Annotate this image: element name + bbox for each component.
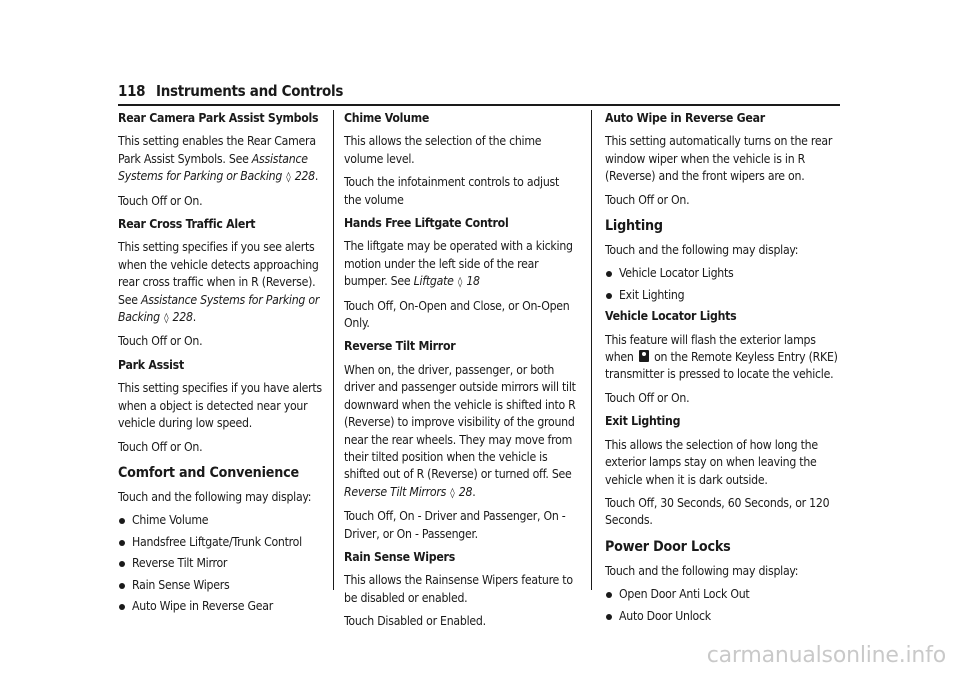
list-power-door-locks <box>605 586 841 625</box>
page-ref-icon: ◊ <box>450 487 455 499</box>
heading-reverse-tilt: Reverse Tilt Mirror <box>344 339 456 354</box>
list-item: Exit Lighting <box>605 287 841 304</box>
page-header <box>118 80 840 106</box>
options-reverse-tilt: Touch Off, On - Driver and Passenger, On - Driver, or On - Passenger. <box>344 509 566 541</box>
heading-rain-sense: Rain Sense Wipers <box>344 549 455 564</box>
watermark: carmanualsonline.info <box>706 643 946 668</box>
heading-lighting: Lighting <box>605 218 663 235</box>
paragraph-rain-sense: This allows the Rainsense Wipers feature to be disabled or enabled. <box>344 573 573 605</box>
heading-exit-lighting: Exit Lighting <box>605 414 681 429</box>
options-vehicle-locator: Touch Off or On. <box>605 390 690 405</box>
list-item: Reverse Tilt Mirror <box>118 555 324 572</box>
paragraph-rear-cross: This setting specifies if you see alerts when the vehicle detects approaching rear cross traffic when in R (Reverse). See Assistance Systems for Parking or Backing ◊ 228. <box>118 240 320 325</box>
column-divider-2 <box>591 110 592 590</box>
column-3 <box>605 110 841 629</box>
heading-power-door-locks: Power Door Locks <box>605 538 731 555</box>
page-ref-icon: ◊ <box>286 172 291 184</box>
column-2 <box>344 110 576 637</box>
link-reverse-tilt[interactable]: Reverse Tilt Mirrors ◊ 28 <box>344 484 473 499</box>
options-rear-cross: Touch Off or On. <box>118 334 203 349</box>
list-comfort <box>118 512 324 615</box>
bullet-icon <box>606 592 612 598</box>
list-item: Auto Door Unlock <box>605 608 841 625</box>
paragraph-park-assist: This setting specifies if you have alerts when a object is detected near your vehicle during low speed. <box>118 381 322 431</box>
options-auto-wipe: Touch Off or On. <box>605 192 690 207</box>
heading-auto-wipe: Auto Wipe in Reverse Gear <box>605 111 765 125</box>
heading-rear-camera: Rear Camera Park Assist Symbols <box>118 111 319 125</box>
list-item: Handsfree Liftgate/Trunk Control <box>118 534 324 551</box>
link-liftgate[interactable]: Liftgate ◊ 18 <box>413 274 480 289</box>
paragraph-chime: This allows the selection of the chime volume level. <box>344 134 542 166</box>
heading-liftgate: Hands Free Liftgate Control <box>344 216 509 231</box>
paragraph-exit-lighting: This allows the selection of how long the exterior lamps stay on when leaving the vehicle when it is dark outside. <box>605 437 818 487</box>
paragraph-liftgate: The liftgate may be operated with a kicking motion under the left side of the rear bumper. See Liftgate ◊ 18 <box>344 239 573 289</box>
list-item: Vehicle Locator Lights <box>605 265 841 282</box>
options-rain-sense: Touch Disabled or Enabled. <box>344 614 486 629</box>
heading-park-assist: Park Assist <box>118 357 184 372</box>
bullet-icon <box>606 614 612 620</box>
intro-comfort: Touch and the following may display: <box>118 489 312 504</box>
list-item: Chime Volume <box>118 512 324 529</box>
page-ref-icon: ◊ <box>164 313 169 325</box>
paragraph-reverse-tilt: When on, the driver, passenger, or both driver and passenger outside mirrors will tilt downward when the vehicle is shifted into R (Reverse) to improve visibility of the ground near the rear wheels. They may move from their tilted position when the vehicle is shifted out of R (Reverse) or turned off. See Reverse Tilt Mirrors ◊ 28. <box>344 362 576 499</box>
bullet-icon <box>119 540 125 546</box>
heading-comfort-convenience: Comfort and Convenience <box>118 464 299 481</box>
paragraph-rear-camera: This setting enables the Rear Camera Park Assist Symbols. See Assistance Systems for Parking or Backing ◊ 228. <box>118 134 319 184</box>
paragraph-vehicle-locator: This feature will flash the exterior lamps when on the Remote Keyless Entry (RKE) transmitter is pressed to locate the vehicle. <box>605 332 838 382</box>
intro-power-door-locks: Touch and the following may display: <box>605 563 799 578</box>
link-assistance-systems-2[interactable]: Assistance Systems for Parking or Backing ◊ 228 <box>118 292 320 325</box>
rke-button-icon <box>639 350 649 362</box>
column-divider-1 <box>333 110 334 590</box>
options-park-assist: Touch Off or On. <box>118 439 203 454</box>
options-liftgate: Touch Off, On-Open and Close, or On-Open Only. <box>344 298 570 331</box>
bullet-icon <box>119 518 125 524</box>
column-1 <box>118 110 324 619</box>
bullet-icon <box>606 271 612 277</box>
heading-chime-volume: Chime Volume <box>344 111 430 125</box>
list-item: Auto Wipe in Reverse Gear <box>118 598 324 615</box>
heading-vehicle-locator: Vehicle Locator Lights <box>605 309 737 324</box>
list-item: Open Door Anti Lock Out <box>605 586 841 603</box>
options-exit-lighting: Touch Off, 30 Seconds, 60 Seconds, or 120 Seconds. <box>605 495 830 528</box>
page-ref-icon: ◊ <box>457 277 463 289</box>
paragraph-chime-2: Touch the infotainment controls to adjust the volume <box>344 175 560 207</box>
options-rear-camera: Touch Off or On. <box>118 193 203 208</box>
page-number: 118 <box>118 82 146 100</box>
heading-rear-cross: Rear Cross Traffic Alert <box>118 217 256 232</box>
paragraph-auto-wipe: This setting automatically turns on the rear window wiper when the vehicle is in R (Reverse) and the front wipers are on. <box>605 134 833 184</box>
bullet-icon <box>606 293 612 299</box>
bullet-icon <box>119 561 125 567</box>
bullet-icon <box>119 604 125 610</box>
list-item: Rain Sense Wipers <box>118 577 324 594</box>
intro-lighting: Touch and the following may display: <box>605 243 799 258</box>
link-assistance-systems[interactable]: Assistance Systems for Parking or Backing ◊ 228 <box>118 151 315 184</box>
list-lighting <box>605 265 841 304</box>
section-title: Instruments and Controls <box>156 82 344 100</box>
bullet-icon <box>119 583 125 589</box>
